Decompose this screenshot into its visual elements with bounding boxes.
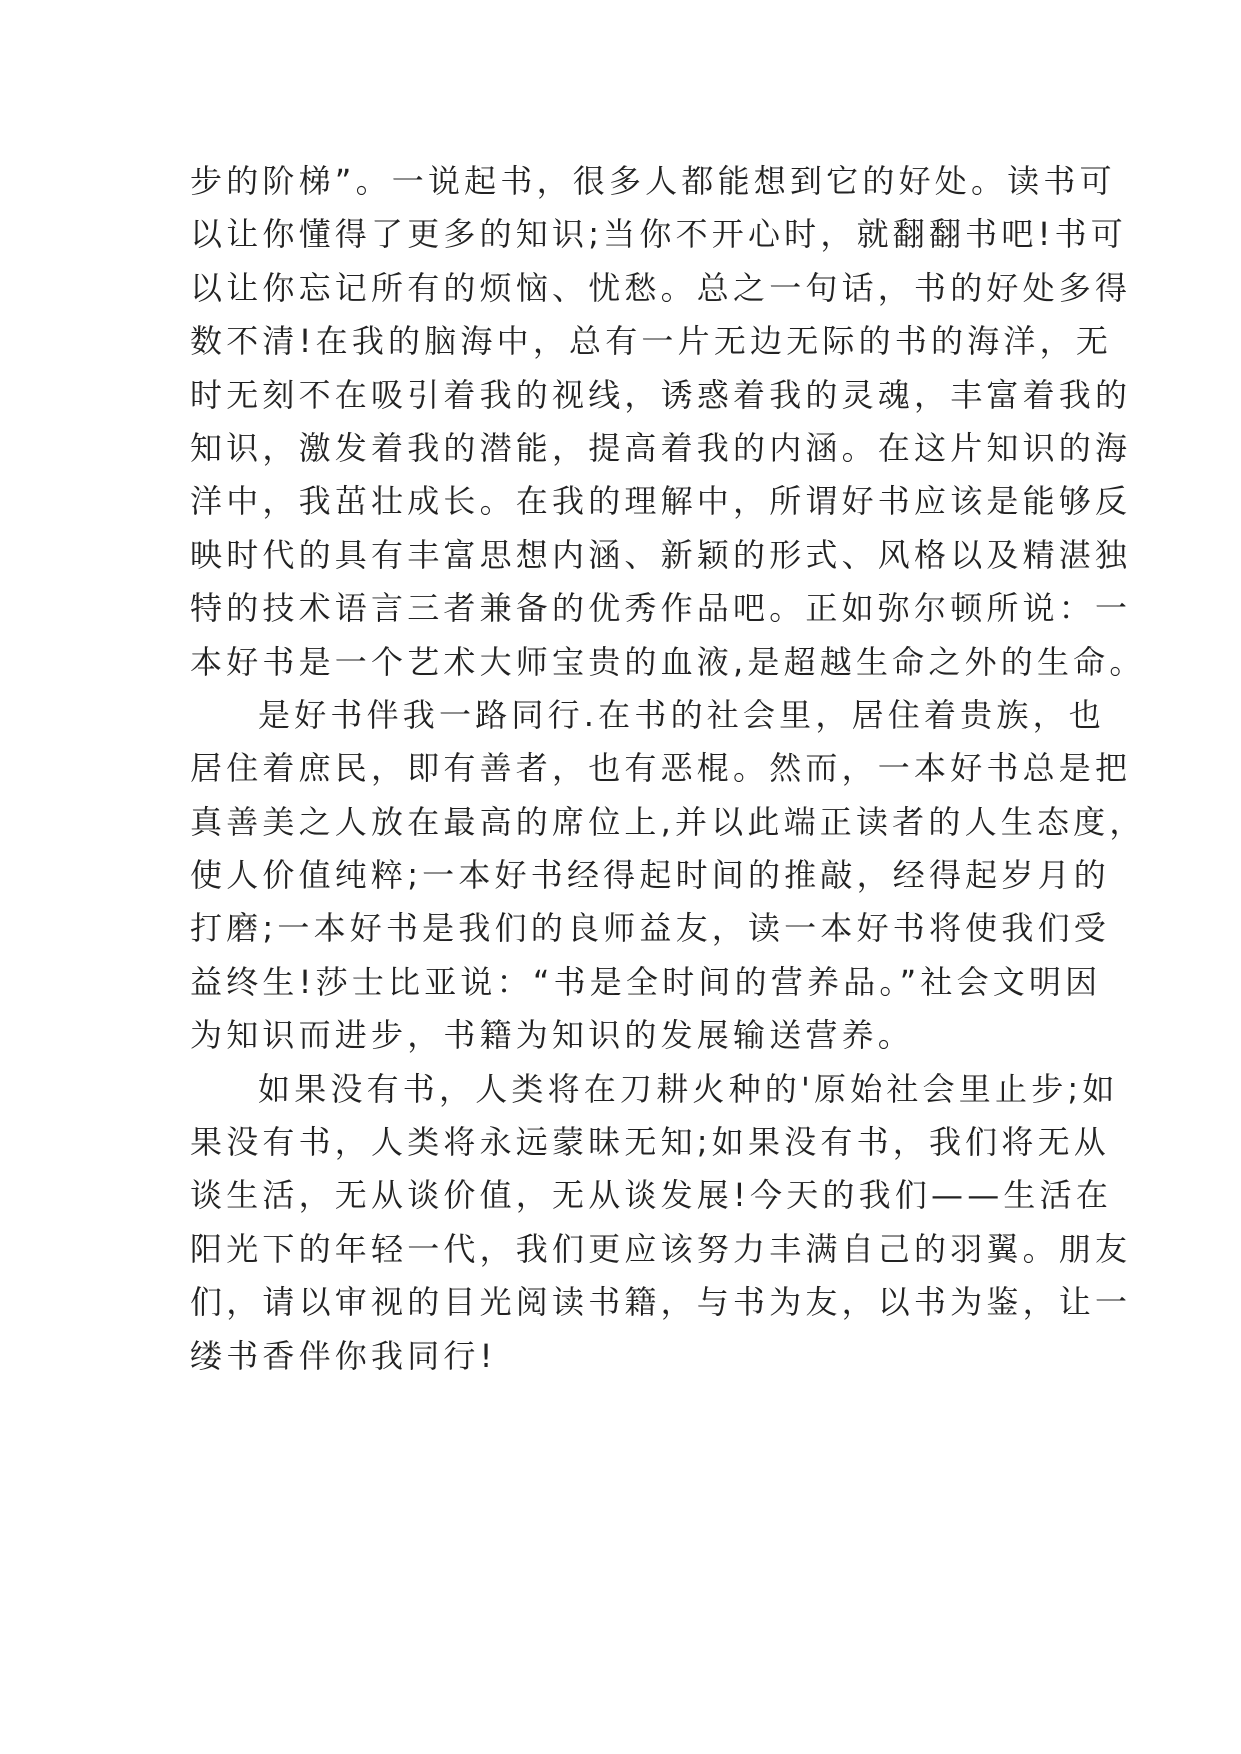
text-line: 数不清!在我的脑海中，总有一片无边无际的书的海洋，无	[190, 322, 1113, 361]
text-line: 们，请以审视的目光阅读书籍，与书为友，以书为鉴，让一	[190, 1283, 1132, 1322]
text-line: 时无刻不在吸引着我的视线，诱惑着我的灵魂，丰富着我的	[190, 375, 1132, 414]
text-line: 真善美之人放在最高的席位上,并以此端正读者的人生态度，	[190, 802, 1146, 841]
paragraph-start-line: 是好书伴我一路同行.在书的社会里，居住着贵族，也	[258, 695, 1105, 734]
text-line: 为知识而进步，书籍为知识的发展输送营养。	[190, 1016, 915, 1055]
text-line: 以让你懂得了更多的知识;当你不开心时，就翻翻书吧!书可	[190, 215, 1128, 254]
text-line: 映时代的具有丰富思想内涵、新颖的形式、风格以及精湛独	[190, 535, 1132, 574]
text-line: 知识，激发着我的潜能，提高着我的内涵。在这片知识的海	[190, 428, 1132, 467]
paragraph-start-line: 如果没有书，人类将在刀耕火种的'原始社会里止步;如	[258, 1069, 1119, 1108]
text-line: 步的阶梯”。一说起书，很多人都能想到它的好处。读书可	[190, 162, 1116, 200]
text-line: 特的技术语言三者兼备的优秀作品吧。正如弥尔顿所说：一	[190, 589, 1132, 628]
text-line: 缕书香伴你我同行!	[190, 1336, 497, 1375]
text-line: 本好书是一个艺术大师宝贵的血液,是超越生命之外的生命。	[190, 642, 1146, 681]
text-line: 洋中，我茁壮成长。在我的理解中，所谓好书应该是能够反	[190, 482, 1132, 521]
text-line: 使人价值纯粹;一本好书经得起时间的推敲，经得起岁月的	[190, 856, 1110, 895]
text-line: 果没有书，人类将永远蒙昧无知;如果没有书，我们将无从	[190, 1123, 1110, 1162]
text-line: 居住着庶民，即有善者，也有恶棍。然而，一本好书总是把	[190, 749, 1132, 788]
text-line: 谈生活，无从谈价值，无从谈发展!今天的我们——生活在	[190, 1176, 1113, 1215]
text-line: 益终生!莎士比亚说：“书是全时间的营养品。”社会文明因	[190, 962, 1102, 1001]
text-line: 阳光下的年轻一代，我们更应该努力丰满自己的羽翼。朋友	[190, 1229, 1132, 1268]
text-line: 以让你忘记所有的烦恼、忧愁。总之一句话，书的好处多得	[190, 268, 1132, 307]
text-line: 打磨;一本好书是我们的良师益友，读一本好书将使我们受	[190, 909, 1110, 948]
document-body	[190, 155, 1146, 1383]
